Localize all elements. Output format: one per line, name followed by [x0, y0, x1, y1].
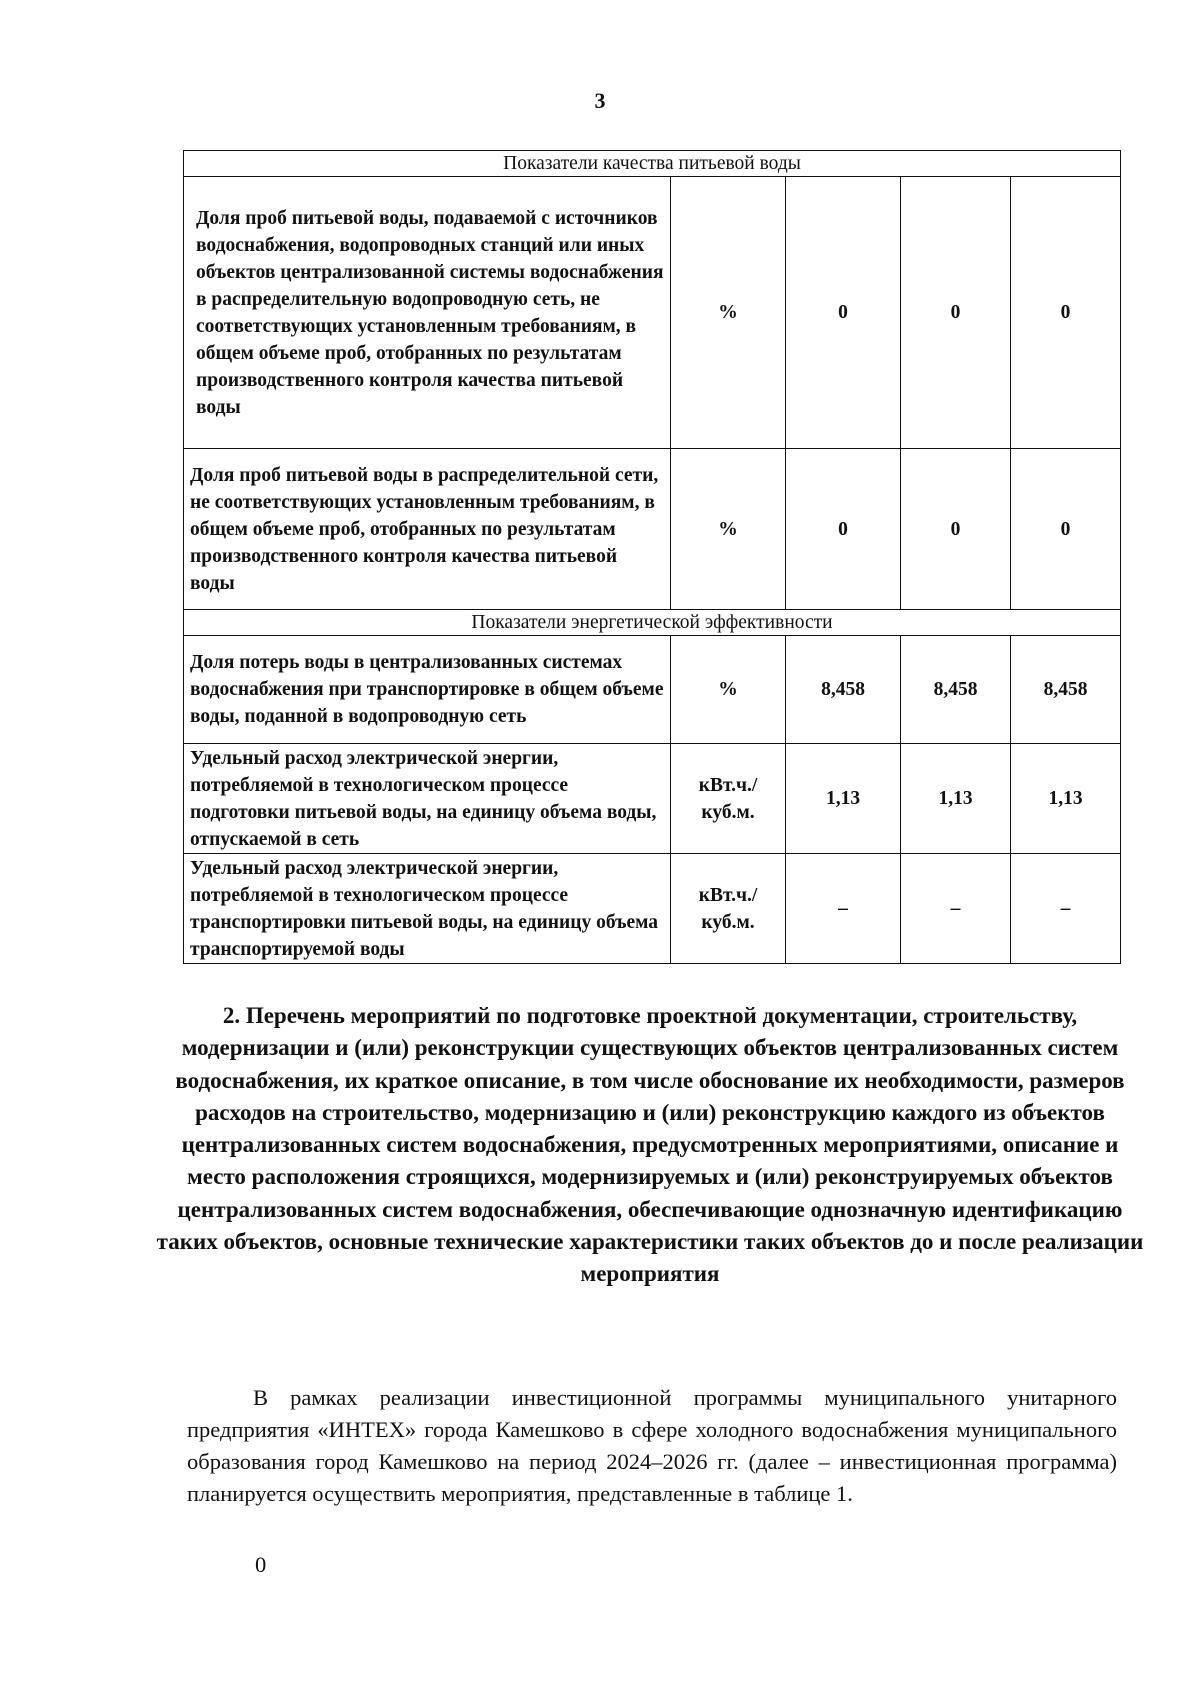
trailing-digit: 0 — [255, 1552, 267, 1577]
indicator-value: 8,458 — [901, 636, 1011, 744]
indicator-name: Доля проб питьевой воды в распределительной сети, не соответствующих установленным требованиям, в общем объеме проб, отобранных по результатам производственного контроля качества питьевой воды — [184, 449, 671, 610]
body-paragraph: В рамках реализации инвестиционной программы муниципального унитарного предприятия «ИНТЕХ» города Камешково в сфере холодного водоснабжения муниципального образования город Камешково на период 2024–2026 гг. (далее – инвестиционная программа) планируется осуществить мероприятия, представленные в таблице 1. — [187, 1385, 1117, 1506]
indicator-value: 1,13 — [1011, 744, 1121, 854]
table-row — [184, 744, 1121, 854]
indicators-table — [183, 150, 1121, 964]
indicator-name: Удельный расход электрической энергии, потребляемой в технологическом процессе подготовки питьевой воды, на единицу объема воды, отпускаемой в сеть — [184, 744, 671, 854]
indicator-unit: кВт.ч./ куб.м. — [671, 854, 786, 964]
section-heading: 2. Перечень мероприятий по подготовке проектной документации, строительству, модернизации и (или) реконструкции существующих объектов централизованных систем водоснабжения, их краткое описание, в том числе обоснование их необходимости, размеров расходов на строительство, модернизацию и (или) реконструкцию каждого из объектов централизованных систем водоснабжения, предусмотренных мероприятиями, описание и место расположения строящихся, модернизируемых и (или) реконструируемых объектов централизованных систем водоснабжения, обеспечивающие однозначную идентификацию таких объектов, основные технические характеристики таких объектов до и после реализации мероприятия — [156, 1003, 1144, 1287]
indicator-value: 0 — [901, 177, 1011, 449]
table-row — [184, 854, 1121, 964]
indicator-unit: % — [671, 636, 786, 744]
indicator-unit: кВт.ч./ куб.м. — [671, 744, 786, 854]
indicator-value: 0 — [786, 177, 901, 449]
indicator-value: – — [901, 854, 1011, 964]
indicator-unit: % — [671, 177, 786, 449]
indicator-name: Доля потерь воды в централизованных системах водоснабжения при транспортировке в общем объеме воды, поданной в водопроводную сеть — [184, 636, 671, 744]
section-title: Показатели энергетической эффективности — [184, 610, 1121, 636]
table-row — [184, 177, 1121, 449]
table-row — [184, 636, 1121, 744]
indicator-value: – — [786, 854, 901, 964]
indicator-value: 1,13 — [901, 744, 1011, 854]
indicator-name: Удельный расход электрической энергии, потребляемой в технологическом процессе транспортировки питьевой воды, на единицу объема транспортируемой воды — [184, 854, 671, 964]
table-section-row — [184, 610, 1121, 636]
indicator-value: 0 — [1011, 177, 1121, 449]
indicator-value: – — [1011, 854, 1121, 964]
table-row — [184, 449, 1121, 610]
indicator-value: 0 — [901, 449, 1011, 610]
section-title: Показатели качества питьевой воды — [184, 151, 1121, 177]
indicator-value: 8,458 — [786, 636, 901, 744]
indicator-name: Доля проб питьевой воды, подаваемой с источников водоснабжения, водопроводных станций или иных объектов централизованной системы водоснабжения в распределительную водопроводную сеть, не соответствующих установленным требованиям, в общем объеме проб, отобранных по результатам производственного контроля качества питьевой воды — [184, 177, 671, 449]
page-number: 3 — [594, 88, 606, 113]
indicator-value: 0 — [1011, 449, 1121, 610]
indicator-value: 0 — [786, 449, 901, 610]
indicator-value: 1,13 — [786, 744, 901, 854]
indicator-value: 8,458 — [1011, 636, 1121, 744]
table-section-row — [184, 151, 1121, 177]
indicator-unit: % — [671, 449, 786, 610]
